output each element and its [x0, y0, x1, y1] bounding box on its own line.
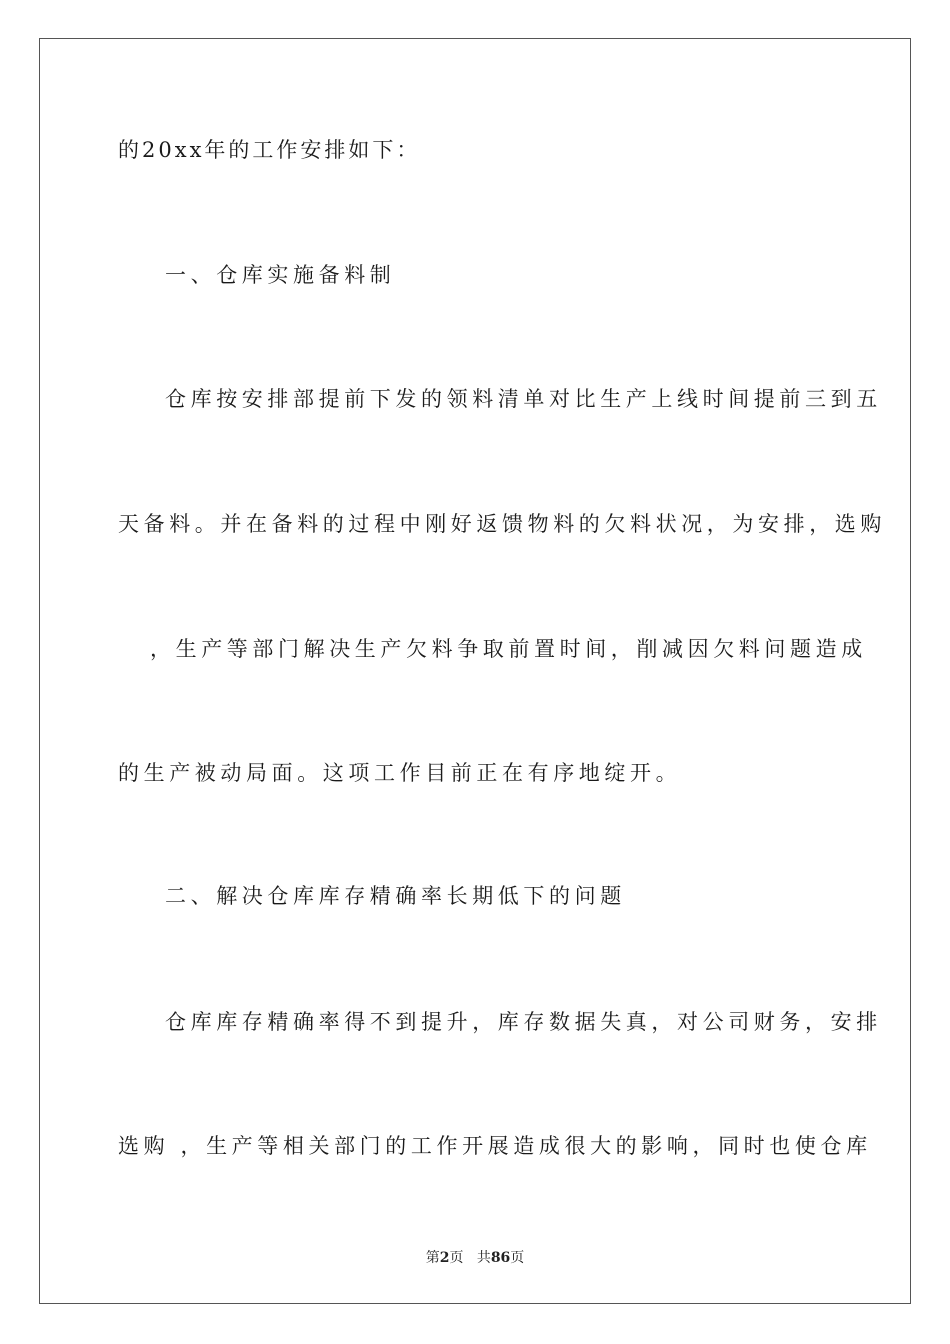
body-text-line: 天备料。并在备料的过程中刚好返馈物料的欠料状况，为安排，选购 [118, 512, 886, 536]
total-pages: 86 [490, 1250, 511, 1266]
page-number: 2 [439, 1250, 450, 1266]
body-text-line: ，生产等部门解决生产欠料争取前置时间，削减因欠料问题造成 [150, 637, 867, 661]
page-suffix: 页 [449, 1250, 464, 1266]
page-footer [0, 1247, 950, 1267]
total-suffix: 页 [510, 1250, 525, 1266]
body-text-line: 的20xx年的工作安排如下： [118, 138, 421, 162]
body-text-line: 仓库库存精确率得不到提升，库存数据失真，对公司财务，安排 [165, 1010, 882, 1034]
total-prefix: 共 [476, 1250, 491, 1266]
body-text-line: 选购 ，生产等相关部门的工作开展造成很大的影响，同时也使仓库 [118, 1134, 872, 1158]
body-text-line: 仓库按安排部提前下发的领料清单对比生产上线时间提前三到五 [165, 387, 882, 411]
page-border [39, 38, 911, 1304]
section-heading: 二、解决仓库库存精确率长期低下的问题 [165, 884, 626, 908]
page-prefix: 第 [425, 1250, 440, 1266]
section-heading: 一、仓库实施备料制 [165, 263, 396, 287]
body-text-line: 的生产被动局面。这项工作目前正在有序地绽开。 [118, 761, 682, 785]
